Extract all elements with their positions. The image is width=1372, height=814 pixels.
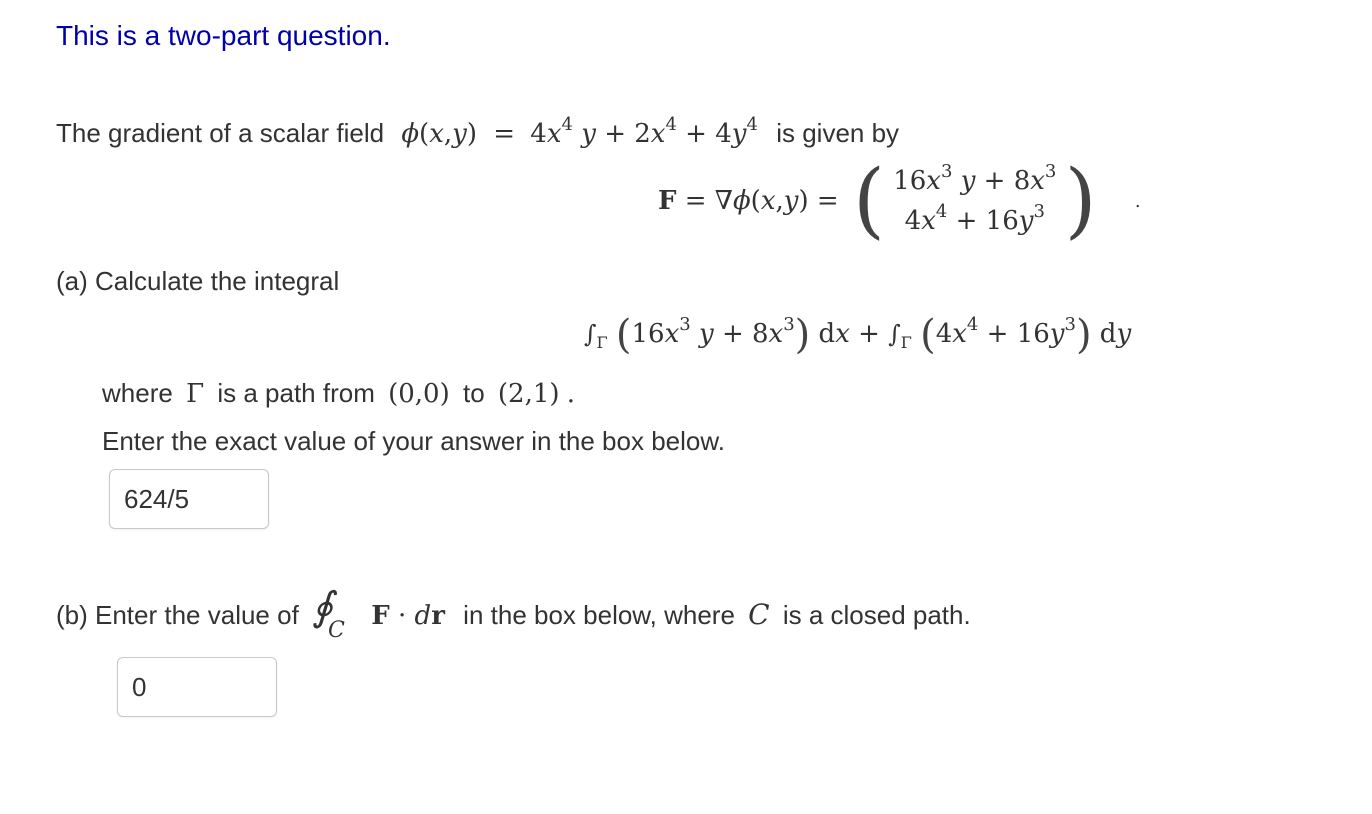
gradient-equation bbox=[658, 153, 1141, 256]
path-text-to: to bbox=[462, 378, 485, 408]
curve-symbol: C bbox=[748, 598, 770, 631]
gradient-matrix bbox=[893, 161, 1056, 241]
part-b-text-after: is a closed path. bbox=[782, 600, 971, 630]
matrix-right-paren: ) bbox=[1064, 153, 1097, 248]
end-point: (2,1) bbox=[497, 379, 560, 409]
part-b-text-before: (b) Enter the value of bbox=[56, 600, 299, 630]
phi-symbol: ϕ(x,y) bbox=[401, 119, 486, 149]
intro-line bbox=[56, 114, 900, 149]
gamma-symbol: Γ bbox=[186, 379, 205, 409]
part-b-line bbox=[56, 584, 971, 643]
contour-integral-symbol: ∮ C bbox=[312, 584, 345, 643]
matrix-row-2: $4x^4 + 16y^3$ bbox=[904, 201, 1045, 236]
path-text-from: is a path from bbox=[217, 378, 375, 408]
part-a-answer-input[interactable] bbox=[109, 469, 269, 529]
intro-text-before: The gradient of a scalar field bbox=[56, 118, 385, 148]
question-title: This is a two-part question. bbox=[56, 20, 391, 51]
part-b-text-middle: in the box below, where bbox=[463, 600, 735, 630]
equals-sign: = bbox=[493, 119, 516, 149]
line-integral-expression: $\int_\Gamma$ ($16x^3$ $y + 8x^3$) dx + $\int_\Gamma$ $(4x^4 + 16y^3)$ dy bbox=[584, 312, 1132, 358]
matrix-row-1: $16x^3$ $y + 8x^3$ bbox=[893, 161, 1057, 196]
intro-text-after: is given by bbox=[776, 118, 900, 148]
matrix-left-paren: ( bbox=[852, 153, 885, 248]
part-a-instruction: Enter the exact value of your answer in the box below. bbox=[102, 426, 725, 456]
gradient-period: . bbox=[1134, 190, 1141, 212]
path-description bbox=[102, 378, 575, 409]
part-a-label: (a) Calculate the integral bbox=[56, 266, 340, 296]
part-b-answer-input[interactable] bbox=[117, 657, 277, 717]
gradient-lhs: F = ∇ϕ(x,y) = bbox=[658, 186, 839, 216]
path-period: . bbox=[566, 379, 576, 409]
f-dot-dr: F · dr bbox=[371, 601, 445, 631]
path-text-where: where bbox=[102, 378, 173, 408]
start-point: (0,0) bbox=[388, 379, 450, 409]
scalar-field-expression: $4x^4$ $y + 2x^4 + 4y^4$ bbox=[530, 114, 758, 149]
